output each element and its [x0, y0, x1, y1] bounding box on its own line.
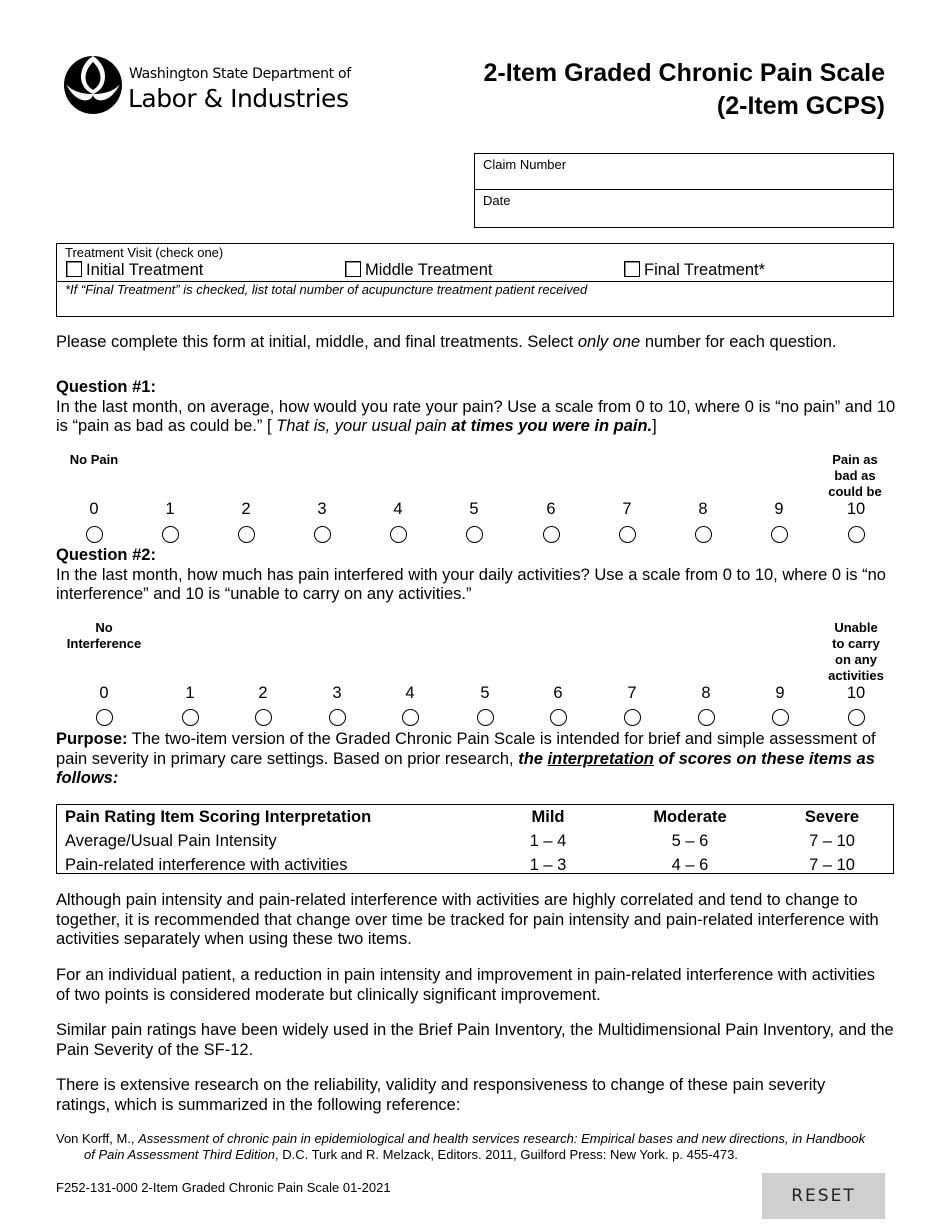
table-cell: Pain-related interference with activities — [65, 855, 348, 874]
q2-scale-number: 0 — [99, 684, 109, 702]
q2-radio-6[interactable] — [550, 709, 567, 726]
initial-treatment-label: Initial Treatment — [86, 261, 204, 279]
q2-low-anchor-line: No — [95, 620, 113, 635]
q2-scale-number: 8 — [701, 684, 711, 702]
purpose-bi1: the — [518, 749, 548, 768]
question-2 — [56, 546, 896, 605]
initial-treatment-option[interactable] — [66, 261, 203, 280]
q2-radio-10[interactable] — [848, 709, 865, 726]
q1-high-anchor-line: could be — [828, 484, 882, 499]
q2-scale-number: 1 — [185, 684, 195, 702]
q1-radio-8[interactable] — [695, 526, 712, 543]
q1-scale-number: 6 — [546, 500, 556, 518]
q1-scale-number: 3 — [317, 500, 327, 518]
question-1-text-plain: In the last month, on average, how would you rate your pain? Use a scale from 0 to 10, where 0 is “no pain” and 10 is “pain as bad as could be.” [ — [56, 397, 896, 435]
table-row — [57, 853, 893, 877]
q1-low-anchor: No Pain — [69, 452, 119, 467]
middle-treatment-label: Middle Treatment — [365, 261, 493, 279]
q2-radio-5[interactable] — [477, 709, 494, 726]
q1-high-anchor-line: Pain as — [832, 452, 878, 467]
q1-high-anchor-line: bad as — [834, 468, 876, 483]
reference — [56, 1131, 876, 1163]
date-field[interactable] — [475, 190, 893, 212]
q2-scale-number: 10 — [846, 684, 866, 702]
purpose — [56, 730, 896, 789]
reference-rest: , D.C. Turk and R. Melzack, Editors. 2011, Guilford Press: New York. p. 455-473. — [275, 1147, 738, 1162]
q2-low-anchor — [56, 620, 152, 652]
instructions — [56, 333, 894, 353]
instructions-emphasis: only one — [577, 333, 641, 351]
table-cell: 7 – 10 — [809, 855, 855, 874]
q2-high-anchor — [816, 620, 896, 684]
scoring-header-cell: Severe — [804, 807, 860, 826]
q2-radio-3[interactable] — [329, 709, 346, 726]
title-line2: (2-Item GCPS) — [716, 92, 885, 120]
final-treatment-label: Final Treatment* — [644, 261, 766, 279]
table-cell: 7 – 10 — [809, 831, 855, 850]
q2-scale-number: 9 — [775, 684, 785, 702]
q2-low-anchor-line: Interference — [66, 636, 142, 651]
scoring-header-cell: Mild — [531, 807, 565, 826]
claim-number-label: Claim Number — [483, 157, 567, 172]
title-line1: 2-Item Graded Chronic Pain Scale — [483, 59, 885, 87]
q2-high-anchor-line: activities — [828, 668, 884, 683]
reset-button[interactable]: RESET — [762, 1173, 885, 1219]
table-cell: 1 – 4 — [529, 831, 567, 850]
paragraph-4: There is extensive research on the reliability, validity and responsiveness to change of these pain severity ratings, which is summarized in the following reference: — [56, 1076, 826, 1114]
q1-radio-4[interactable] — [390, 526, 407, 543]
paragraph-1: Although pain intensity and pain-related interference with activities are highly correlated and tend to change to together, it is recommended that change over time be tracked for pain intensity and pain-related interference with activities separately when using these two items. — [56, 891, 879, 948]
q1-radio-7[interactable] — [619, 526, 636, 543]
q1-radio-1[interactable] — [162, 526, 179, 543]
table-row — [57, 829, 893, 853]
q2-radio-4[interactable] — [402, 709, 419, 726]
q2-scale-number: 7 — [627, 684, 637, 702]
agency-line1: Washington State Department of — [129, 66, 351, 82]
initial-treatment-checkbox[interactable] — [66, 261, 82, 277]
q1-scale-number: 8 — [698, 500, 708, 518]
table-cell: 4 – 6 — [671, 855, 709, 874]
middle-treatment-checkbox[interactable] — [345, 261, 361, 277]
q2-high-anchor-line: to carry — [832, 636, 880, 651]
purpose-label: Purpose: — [56, 730, 128, 748]
q2-scale-number: 5 — [480, 684, 490, 702]
q1-scale-number: 0 — [89, 500, 99, 518]
q2-radio-1[interactable] — [182, 709, 199, 726]
claim-box — [474, 153, 894, 228]
date-label: Date — [483, 193, 511, 208]
q2-high-anchor-line: Unable — [834, 620, 878, 635]
q1-scale-number: 4 — [393, 500, 403, 518]
scoring-header-cell: Pain Rating Item Scoring Interpretation — [65, 807, 372, 826]
q1-scale-number: 2 — [241, 500, 251, 518]
q2-radio-0[interactable] — [96, 709, 113, 726]
question-1 — [56, 378, 896, 437]
instructions-post: number for each question. — [640, 333, 837, 351]
final-treatment-note: *If “Final Treatment” is checked, list total number of acupuncture treatment patient received — [65, 282, 588, 297]
purpose-text: The two-item version of the Graded Chronic Pain Scale is intended for brief and simple assessment of pain severity in primary care settings. Based on prior research, — [56, 730, 876, 768]
form-id: F252-131-000 2-Item Graded Chronic Pain Scale 01-2021 — [56, 1180, 391, 1195]
q1-scale-number: 1 — [165, 500, 175, 518]
reference-author: Von Korff, M., — [56, 1131, 139, 1146]
q1-radio-5[interactable] — [466, 526, 483, 543]
q1-radio-2[interactable] — [238, 526, 255, 543]
question-1-text-bold-italic: at times you were in pain. — [451, 417, 653, 435]
q1-scale-number: 7 — [622, 500, 632, 518]
q2-radio-8[interactable] — [698, 709, 715, 726]
final-treatment-checkbox[interactable] — [624, 261, 640, 277]
middle-treatment-option[interactable] — [345, 261, 492, 280]
q2-scale-number: 3 — [332, 684, 342, 702]
q1-scale-number: 5 — [469, 500, 479, 518]
question-1-heading: Question #1: — [56, 378, 156, 396]
q2-high-anchor-line: on any — [835, 652, 877, 667]
lni-logo-icon — [63, 54, 123, 116]
scoring-header-cell: Moderate — [653, 807, 727, 826]
q1-radio-9[interactable] — [771, 526, 788, 543]
purpose-bi2: of scores on these items as follows: — [56, 749, 875, 787]
paragraph-2: For an individual patient, a reduction in pain intensity and improvement in pain-related interference with activities of two points is considered moderate but clinically significant improvement. — [56, 966, 876, 1004]
reference-title: Assessment of chronic pain in epidemiological and health services research: Empirical bases and new directions, in Handbook of Pain Assessment Third Edition — [84, 1131, 866, 1162]
q2-scale-number: 6 — [553, 684, 563, 702]
paragraph-3: Similar pain ratings have been widely used in the Brief Pain Inventory, the Multidimensional Pain Inventory, and the Pain Severity of the SF-12. — [56, 1021, 894, 1059]
q2-scale-number: 4 — [405, 684, 415, 702]
table-cell: 5 – 6 — [671, 831, 709, 850]
q1-radio-10[interactable] — [848, 526, 865, 543]
scoring-table — [56, 804, 894, 874]
q2-radio-7[interactable] — [624, 709, 641, 726]
claim-number-field[interactable] — [475, 154, 893, 190]
treatment-visit-box — [56, 243, 894, 317]
treatment-visit-label: Treatment Visit (check one) — [65, 245, 224, 260]
question-1-text-italic: That is, your usual pain — [276, 417, 452, 435]
page-title — [405, 57, 885, 123]
q1-scale-number: 10 — [846, 500, 866, 518]
q2-scale-number: 2 — [258, 684, 268, 702]
agency-line2: Labor & Industries — [128, 84, 349, 113]
q2-radio-9[interactable] — [772, 709, 789, 726]
scoring-table-header — [57, 805, 893, 829]
instructions-pre: Please complete this form at initial, middle, and final treatments. Select — [56, 333, 578, 351]
table-cell: 1 – 3 — [529, 855, 567, 874]
table-cell: Average/Usual Pain Intensity — [65, 831, 277, 850]
q1-radio-0[interactable] — [86, 526, 103, 543]
q2-radio-2[interactable] — [255, 709, 272, 726]
purpose-underline: interpretation — [547, 749, 654, 768]
question-1-text-end: ] — [652, 417, 657, 435]
q1-scale-number: 9 — [774, 500, 784, 518]
q1-radio-3[interactable] — [314, 526, 331, 543]
question-2-heading: Question #2: — [56, 546, 156, 564]
question-2-text: In the last month, how much has pain interfered with your daily activities? Use a scale from 0 to 10, where 0 is “no interference” and 10 is “unable to carry on any activities.” — [56, 565, 886, 603]
final-treatment-option[interactable] — [624, 261, 765, 280]
final-treatment-note-field[interactable] — [57, 282, 893, 297]
q1-radio-6[interactable] — [543, 526, 560, 543]
question-1-text — [56, 398, 896, 437]
q1-high-anchor — [820, 452, 890, 500]
